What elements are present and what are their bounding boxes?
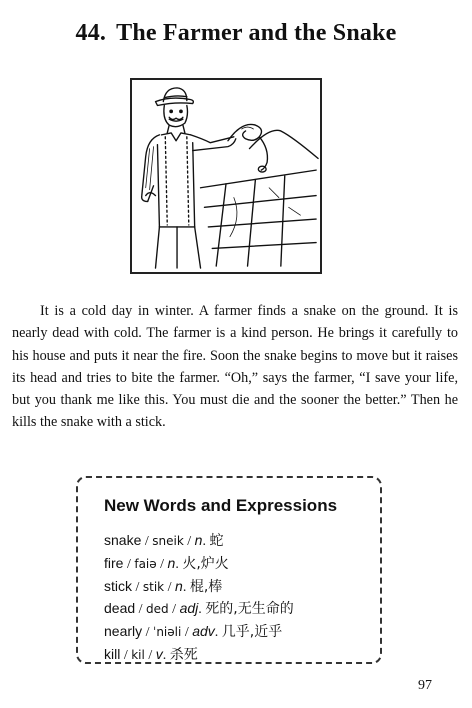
- vocabulary-item: fire / faiə / n. 火,炉火: [104, 554, 229, 572]
- vocabulary-item: nearly / ˈniəli / adv. 几乎,近乎: [104, 623, 283, 641]
- vocabulary-item: dead / ded / adj. 死的,无生命的: [104, 600, 294, 618]
- vocab-meaning: 几乎,近乎: [221, 624, 283, 641]
- vocab-meaning: 死的,无生命的: [205, 601, 294, 618]
- vocab-phonetic: faiə: [134, 556, 157, 571]
- lesson-title: [0, 20, 472, 47]
- vocab-pos: n: [167, 554, 176, 571]
- vocab-pos: adv: [192, 623, 215, 640]
- vocab-phonetic: ˈniəli: [153, 625, 182, 640]
- vocabulary-heading: New Words and Expressions: [104, 496, 338, 515]
- vocab-pos: v: [155, 645, 163, 662]
- vocab-phonetic: sneik: [152, 534, 184, 548]
- page-number: 97: [418, 678, 432, 693]
- vocab-meaning: 棍,棒: [189, 578, 223, 595]
- vocabulary-item: stick / stik / n. 棍,棒: [104, 577, 223, 595]
- vocabulary-list: [104, 530, 294, 667]
- lesson-number: 44.: [75, 20, 107, 46]
- vocab-pos: n: [175, 577, 183, 594]
- vocab-word: fire: [104, 554, 124, 571]
- vocab-pos: n: [194, 532, 203, 548]
- story-text: [12, 300, 458, 434]
- vocab-word: dead: [104, 600, 136, 617]
- vocabulary-item: snake / sneik / n. 蛇: [104, 532, 224, 549]
- farmer-snake-illustration: [130, 78, 322, 274]
- story-paragraph: It is a cold day in winter. A farmer finds a snake on the ground. It is nearly dead with cold. The farmer is a kind person. He brings it carefully to his house and puts it near the fire. Soon the snake begins to move but it raises its head and tries to bite the farmer. “Oh,” says the farmer, “I save your life, but you thank me like this. You must die and the sooner the better.” Then he kills the snake with a stick.: [12, 303, 458, 431]
- vocab-word: snake: [104, 532, 142, 548]
- vocab-meaning: 火,炉火: [182, 555, 229, 572]
- vocab-word: stick: [104, 577, 132, 594]
- vocab-meaning: 杀死: [169, 646, 198, 663]
- lesson-title-text: The Farmer and the Snake: [116, 20, 397, 46]
- vocab-word: kill: [104, 645, 121, 662]
- vocab-phonetic: kil: [131, 647, 145, 662]
- vocabulary-box: [76, 476, 382, 664]
- vocab-pos: adj: [179, 600, 199, 617]
- vocab-phonetic: stik: [142, 579, 165, 594]
- vocab-phonetic: ded: [146, 602, 169, 617]
- vocab-word: nearly: [104, 623, 143, 640]
- vocab-meaning: 蛇: [209, 533, 224, 549]
- farmer-drawing: [132, 80, 320, 272]
- vocabulary-item: kill / kil / v. 杀死: [104, 645, 198, 663]
